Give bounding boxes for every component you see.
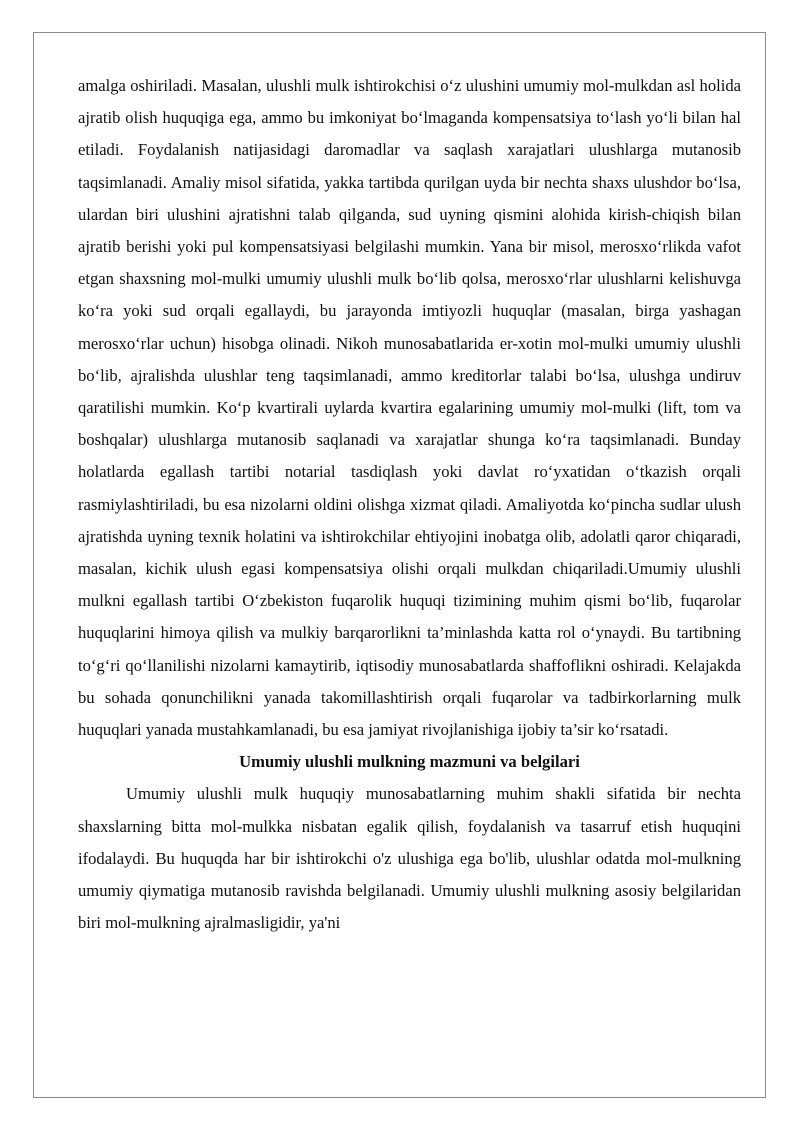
section-heading: Umumiy ulushli mulkning mazmuni va belgilari bbox=[239, 752, 580, 772]
body-paragraph: amalga oshiriladi. Masalan, ulushli mulk ishtirokchisi o‘z ulushini umumiy mol-mulkdan asl holida ajratib olish huquqiga ega, ammo bu imkoniyat bo‘lmaganda kompensatsiya to‘lash yo‘li bilan hal etiladi. Foydalanish natijasidagi daromadlar va saqlash xarajatlari ulushlarga mutanosib taqsimlanadi. Amaliy misol sifatida, yakka tartibda qurilgan uyda bir nechta shaxs ulushdor bo‘lsa, ulardan biri ulushini ajratishni talab qilganda, sud uyning qismini alohida kirish-chiqish bilan ajratib berishi yoki pul kompensatsiyasi belgilashi mumkin. Yana bir misol, merosxo‘rlikda vafot etgan shaxsning mol-mulki umumiy ulushli mulk bo‘lib qolsa, merosxo‘rlar ulushlarni kelishuvga ko‘ra yoki sud orqali egallaydi, bu jarayonda imtiyozli huquqlar (masalan, birga yashagan merosxo‘rlar uchun) hisobga olinadi. Nikoh munosabatlarida er-xotin mol-mulki umumiy ulushli bo‘lib, ajralishda ulushlar teng taqsimlanadi, ammo kreditorlar talabi bo‘lsa, ulushga undiruv qaratilishi mumkin. Ko‘p kvartirali uylarda kvartira egalarining umumiy mol-mulki (lift, tom va boshqalar) ulushlarga mutanosib saqlanadi va xarajatlar shunga ko‘ra taqsimlanadi. Bunday holatlarda egallash tartibi notarial tasdiqlash yoki davlat ro‘yxatidan o‘tkazish orqali rasmiylashtiriladi, bu esa nizolarni oldini olishga xizmat qiladi. Amaliyotda ko‘pincha sudlar ulush ajratishda uyning texnik holatini va ishtirokchilar ehtiyojini inobatga olib, adolatli qaror chiqaradi, masalan, kichik ulush egasi kompensatsiya olishi orqali mulkdan chiqariladi.Umumiy ulushli mulkni egallash tartibi O‘zbekiston fuqarolik huquqi tizimining muhim qismi bo‘lib, fuqarolar huquqlarini himoya qilish va mulkiy barqarorlikni ta’minlashda katta rol o‘ynaydi. Bu tartibning to‘g‘ri qo‘llanilishi nizolarni kamaytirib, iqtisodiy munosabatlarda shaffoflikni oshiradi. Kelajakda bu sohada qonunchilikni yanada takomillashtirish orqali fuqarolar va tadbirkorlarning mulk huquqlari yanada mustahkamlanadi, bu esa jamiyat rivojlanishiga ijobiy ta’sir ko‘rsatadi. bbox=[78, 76, 741, 740]
document-body bbox=[78, 70, 741, 939]
body-paragraph: Umumiy ulushli mulk huquqiy munosabatlarning muhim shakli sifatida bir nechta shaxslarning bitta mol-mulkka nisbatan egalik qilish, foydalanish va tasarruf etish huquqini ifodalaydi. Bu huquqda har bir ishtirokchi o'z ulushiga ega bo'lib, ulushlar odatda mol-mulkning umumiy qiymatiga mutanosib ravishda belgilanadi. Umumiy ulushli mulkning asosiy belgilaridan biri mol-mulkning ajralmasligidir, ya'ni bbox=[78, 784, 741, 933]
